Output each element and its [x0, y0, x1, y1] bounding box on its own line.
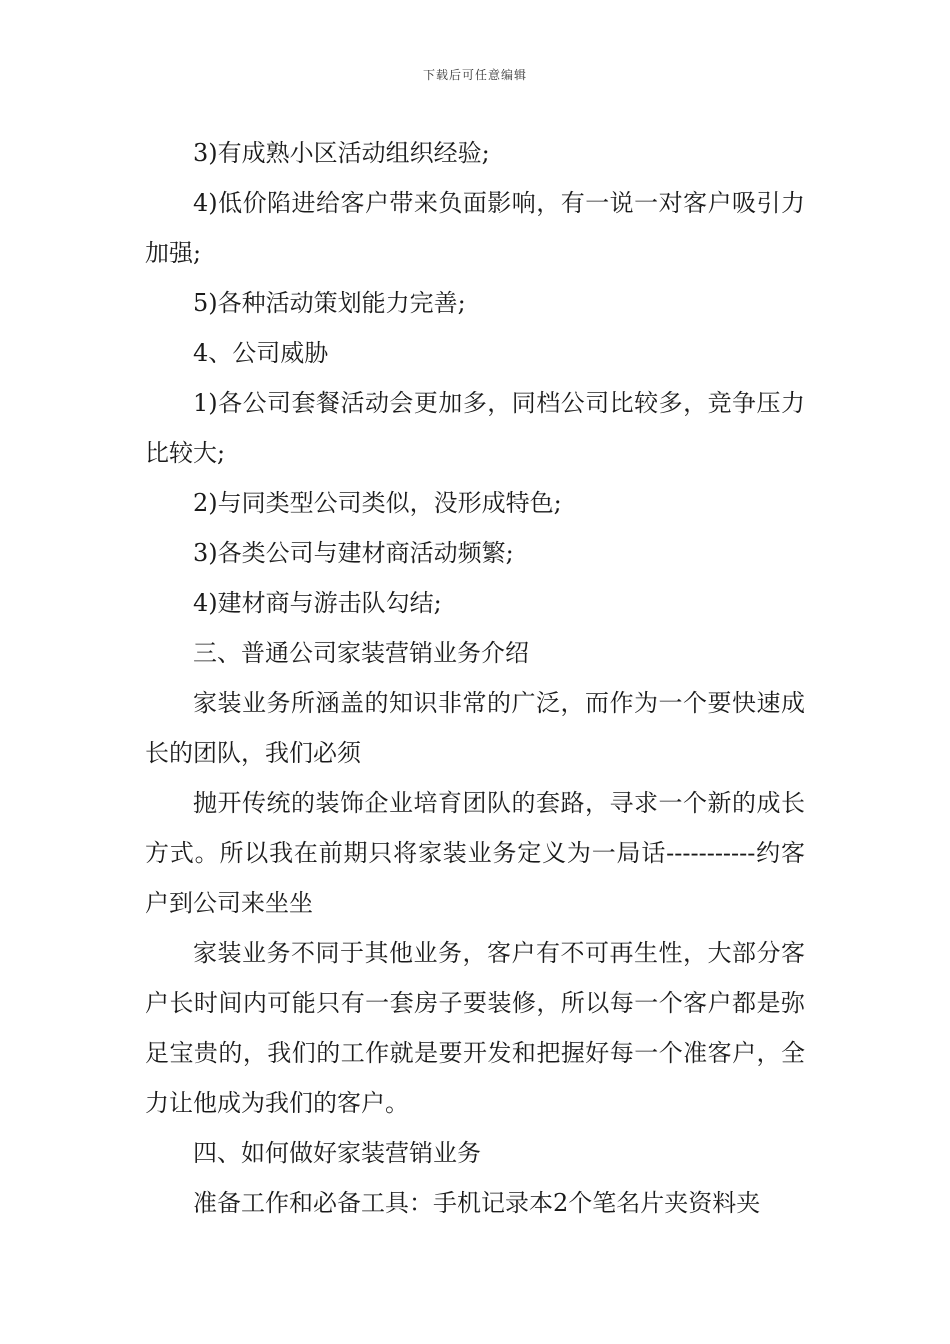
paragraph-threat-1: 1)各公司套餐活动会更加多，同档公司比较多，竞争压力比较大;: [145, 389, 805, 467]
paragraph-intro-1: 家装业务所涵盖的知识非常的广泛，而作为一个要快速成长的团队，我们必须: [145, 689, 805, 767]
document-body: [145, 128, 805, 1228]
paragraph-threat-2: 2)与同类型公司类似，没形成特色;: [193, 489, 562, 517]
paragraph-intro-2: 抛开传统的装饰企业培育团队的套路，寻求一个新的成长方式。所以我在前期只将家装业务定义为一局话-----------约客户到公司来坐坐: [145, 789, 805, 917]
section-heading-threats: 4、公司威胁: [193, 339, 329, 367]
paragraph-preparation-tools: 准备工作和必备工具：手机记录本2个笔名片夹资料夹: [193, 1189, 761, 1217]
section-heading-how-to: 四、如何做好家装营销业务: [193, 1139, 481, 1167]
paragraph-threat-4: 4)建材商与游击队勾结;: [193, 589, 442, 617]
paragraph-item-3-experience: 3)有成熟小区活动组织经验;: [193, 139, 490, 167]
page-header-note: 下载后可任意编辑: [422, 68, 527, 82]
section-heading-intro: 三、普通公司家装营销业务介绍: [193, 639, 529, 667]
paragraph-item-4-low-price: 4)低价陷进给客户带来负面影响，有一说一对客户吸引力加强;: [145, 189, 805, 267]
paragraph-intro-3: 家装业务不同于其他业务，客户有不可再生性，大部分客户长时间内可能只有一套房子要装修，所以每一个客户都是弥足宝贵的，我们的工作就是要开发和把握好每一个准客户，全力让他成为我们的客户。: [145, 939, 805, 1117]
paragraph-threat-3: 3)各类公司与建材商活动频繁;: [193, 539, 514, 567]
paragraph-item-5-planning: 5)各种活动策划能力完善;: [193, 289, 466, 317]
